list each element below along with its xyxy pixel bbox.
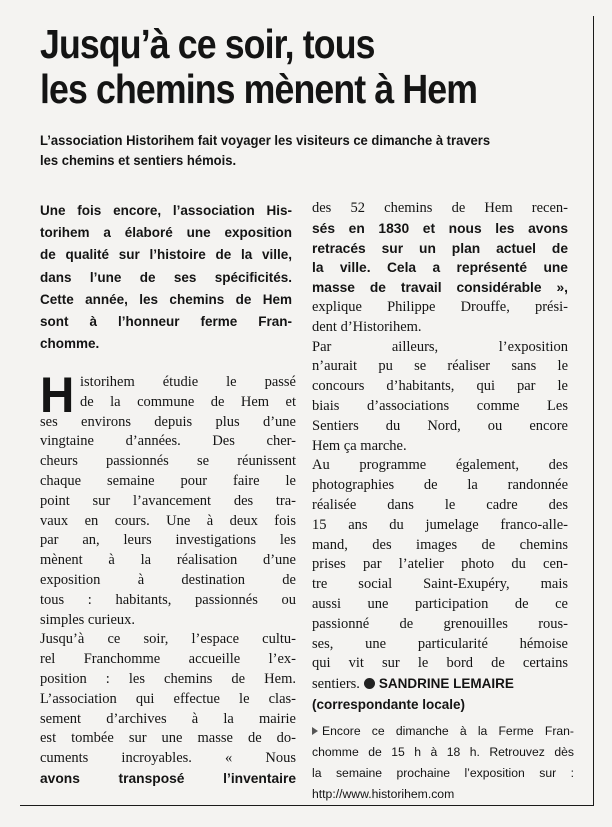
bullet-dot-icon [364, 678, 375, 689]
intro-line: Une fois encore, l’association His- [40, 203, 292, 218]
info-line-text: Encore ce dimanche à la Ferme Fran- [322, 724, 574, 738]
body-line: Sentiers du Nord, ou encore [312, 417, 568, 434]
body-line: mènent à la réalisation d’une [40, 552, 296, 569]
body-line: position : les chemins de Hem. [40, 670, 296, 687]
body-line: ses, une particularité hémoise [312, 635, 568, 652]
drop-cap: H [40, 367, 75, 423]
headline-line-2: les chemins mènent à Hem [40, 66, 478, 112]
intro-line: torihem a élaboré une exposition [40, 225, 292, 241]
body-line: avons transposé l’inventaire [40, 770, 296, 786]
byline-role: (correspondante locale) [312, 696, 466, 712]
website-link[interactable]: http://www.historihem.com [312, 787, 455, 801]
body-line: chaque semaine pour faire le [40, 472, 296, 489]
body-line: Au programme également, des [312, 457, 568, 474]
subheadline [40, 130, 542, 170]
body-line: point sur l’avancement des tra- [40, 492, 296, 509]
byline-row [312, 674, 568, 695]
body-line: passionné de grenouilles rous- [312, 615, 568, 632]
body-line: Hem ça marche. [312, 437, 407, 454]
body-line: des 52 chemins de Hem recen- [312, 200, 568, 216]
body-line: prises par l’atelier photo du cen- [312, 556, 568, 573]
intro-line: de qualité sur l’histoire de la ville, [40, 247, 292, 263]
body-line: dent d’Historihem. [312, 318, 422, 335]
body-column-1 [40, 367, 296, 789]
body-line: mand, des images de chemins [312, 536, 568, 553]
body-line: istorihem étudie le passé [80, 374, 296, 390]
body-line: cheurs passionnés se réunissent [40, 453, 296, 470]
body-line: aussi une participation de ce [312, 595, 568, 612]
body-line: L’association qui effectue le clas- [40, 690, 296, 707]
body-line: vingtaine d’années. Des cher- [40, 433, 296, 450]
body-line: tre social Saint-Exupéry, mais [312, 576, 568, 593]
intro-line: sont à l’honneur ferme Fran- [40, 314, 292, 330]
body-line: vaux en cours. Une à deux fois [40, 512, 296, 529]
body-line: qui vit sur le bord de certains [312, 655, 568, 672]
body-line: cuments incroyables. « Nous [40, 750, 296, 767]
body-line: concours d’habitants, qui par le [312, 378, 568, 395]
body-column-2 [312, 199, 568, 715]
body-line: par an, leurs investigations les [40, 532, 296, 549]
body-line: exposition à destination de [40, 571, 296, 588]
body-line: Par ailleurs, l’exposition [312, 338, 568, 355]
body-line: biais d’associations comme Les [312, 397, 568, 414]
body-line: simples curieux. [40, 611, 136, 628]
body-line: est tombée sur une masse de do- [40, 730, 296, 747]
intro-line: chomme. [40, 336, 100, 352]
intro-line: dans l’une de ses spécificités. [40, 269, 292, 285]
body-line: rel Franchomme accueille l’ex- [40, 651, 296, 668]
info-box [312, 721, 574, 805]
body-line: la ville. Cela a représenté une [312, 260, 568, 276]
body-line: n’aurait pu se réaliser sans le [312, 358, 568, 375]
body-line: retracés sur un plan actuel de [312, 240, 568, 256]
intro-paragraph [40, 200, 292, 355]
body-line: ses environs depuis plus d’une [40, 413, 296, 430]
body-line: sés en 1830 et nous les avons [312, 220, 568, 236]
body-line: explique Philippe Drouffe, prési- [312, 298, 568, 315]
info-line: chomme de 15 h à 18 h. Retrouvez dès [312, 745, 574, 759]
body-line: tous : habitants, passionnés ou [40, 591, 296, 608]
headline-line-1: Jusqu’à ce soir, tous [40, 21, 375, 67]
intro-line: Cette année, les chemins de Hem [40, 291, 292, 307]
body-line: masse de travail considérable », [312, 280, 568, 296]
body-line: sement d’archives à la mairie [40, 710, 296, 727]
info-line: la semaine prochaine l’exposition sur : [312, 766, 574, 780]
body-line: photographies de la randonnée [312, 477, 568, 494]
body-line: réalisée dans le cadre des [312, 496, 568, 513]
body-line: 15 ans du jumelage franco-alle- [312, 516, 568, 533]
info-line [312, 721, 574, 742]
byline-name: SANDRINE LEMAIRE [378, 676, 514, 692]
body-line: Jusqu’à ce soir, l’espace cultu- [40, 631, 296, 648]
body-line: de la commune de Hem et [80, 393, 296, 410]
subheadline-line-2: les chemins et sentiers hémois. [40, 152, 237, 168]
headline [40, 22, 510, 112]
triangle-bullet-icon [312, 727, 318, 735]
body-line: sentiers. [312, 676, 360, 693]
subheadline-line-1: L’association Historihem fait voyager les visiteurs ce dimanche à travers [40, 132, 491, 148]
